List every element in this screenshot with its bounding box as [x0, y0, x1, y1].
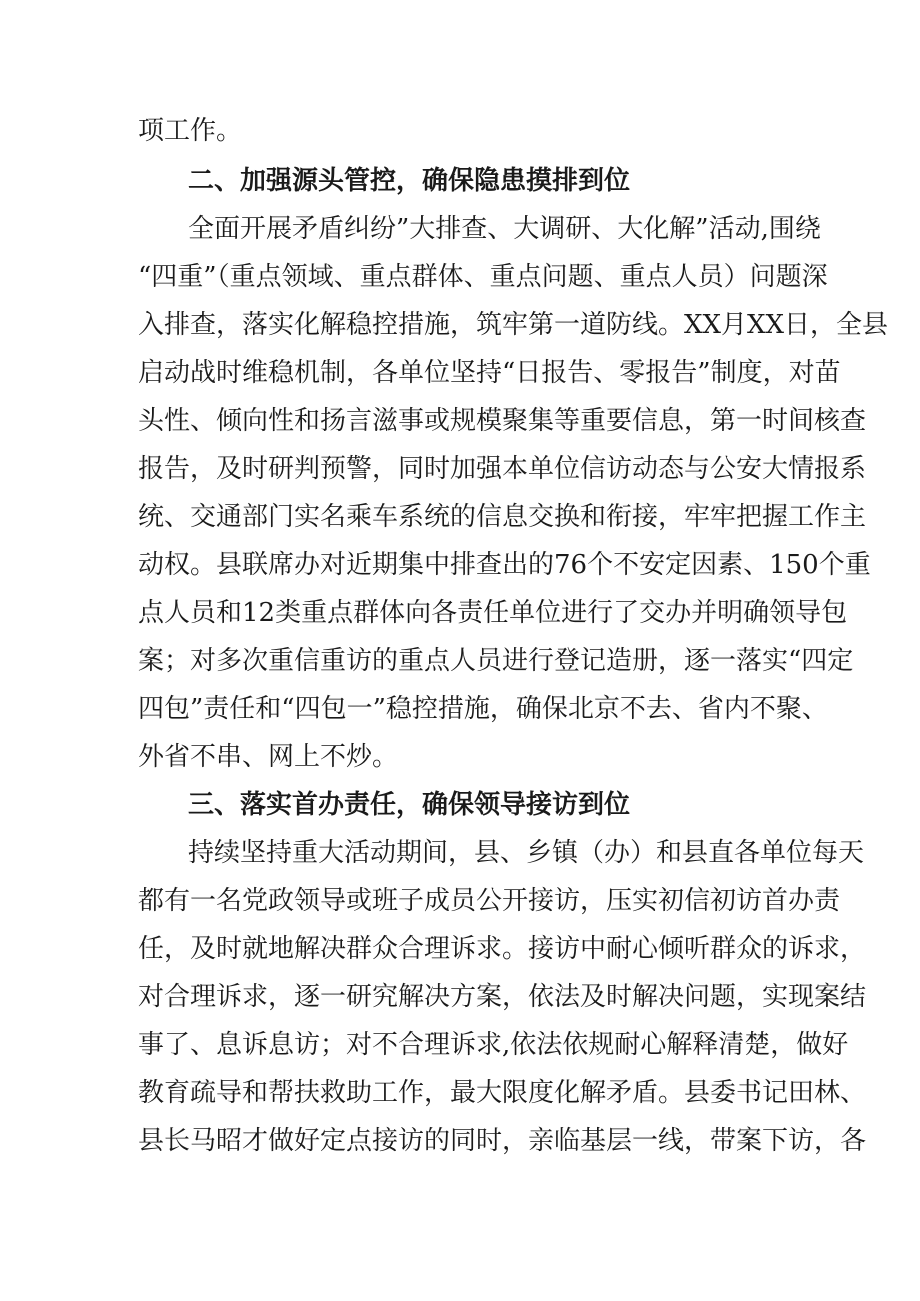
section-3-heading: 三、落实首办责任，确保领导接访到位	[188, 790, 631, 820]
paragraph-line: 统、交通部门实名乘车系统的信息交换和衔接，牢牢把握工作主	[138, 502, 867, 532]
paragraph-line: 启动战时维稳机制，各单位坚持“日报告、零报告”制度，对苗	[138, 358, 841, 388]
paragraph-line: 都有一名党政领导或班子成员公开接访，压实初信初访首办责	[138, 886, 841, 916]
paragraph-line: 案；对多次重信重访的重点人员进行登记造册，逐一落实“四定	[138, 646, 854, 676]
section-2-heading: 二、加强源头管控，确保隐患摸排到位	[188, 166, 631, 196]
paragraph-line: 点人员和12类重点群体向各责任单位进行了交办并明确领导包	[138, 598, 848, 628]
paragraph-line: 头性、倾向性和扬言滋事或规模聚集等重要信息，第一时间核查	[138, 406, 867, 436]
paragraph-line: 动权。县联席办对近期集中排查出的76个不安定因素、150个重	[138, 550, 871, 580]
paragraph-line: 事了、息诉息访；对不合理诉求,依法依规耐心解释清楚，做好	[138, 1030, 849, 1060]
paragraph-line: 持续坚持重大活动期间，县、乡镇（办）和县直各单位每天	[188, 838, 865, 868]
paragraph-line: 外省不串、网上不炒。	[138, 742, 399, 772]
intro-tail-line: 项工作。	[138, 116, 243, 146]
paragraph-line: 县长马昭才做好定点接访的同时，亲临基层一线，带案下访，各	[138, 1126, 867, 1156]
paragraph-line: 全面开展矛盾纠纷”大排查、大调研、大化解”活动,围绕	[188, 214, 821, 244]
paragraph-line: 教育疏导和帮扶救助工作，最大限度化解矛盾。县委书记田林、	[138, 1078, 867, 1108]
paragraph-line: “四重”（重点领域、重点群体、重点问题、重点人员）问题深	[138, 262, 828, 292]
paragraph-line: 入排查，落实化解稳控措施，筑牢第一道防线。XX月XX日，全县	[138, 310, 889, 340]
paragraph-line: 对合理诉求，逐一研究解决方案，依法及时解决问题，实现案结	[138, 982, 867, 1012]
paragraph-line: 任，及时就地解决群众合理诉求。接访中耐心倾听群众的诉求，	[138, 934, 867, 964]
paragraph-line: 报告，及时研判预警，同时加强本单位信访动态与公安大情报系	[138, 454, 867, 484]
paragraph-line: 四包”责任和“四包一”稳控措施，确保北京不去、省内不聚、	[138, 694, 828, 724]
